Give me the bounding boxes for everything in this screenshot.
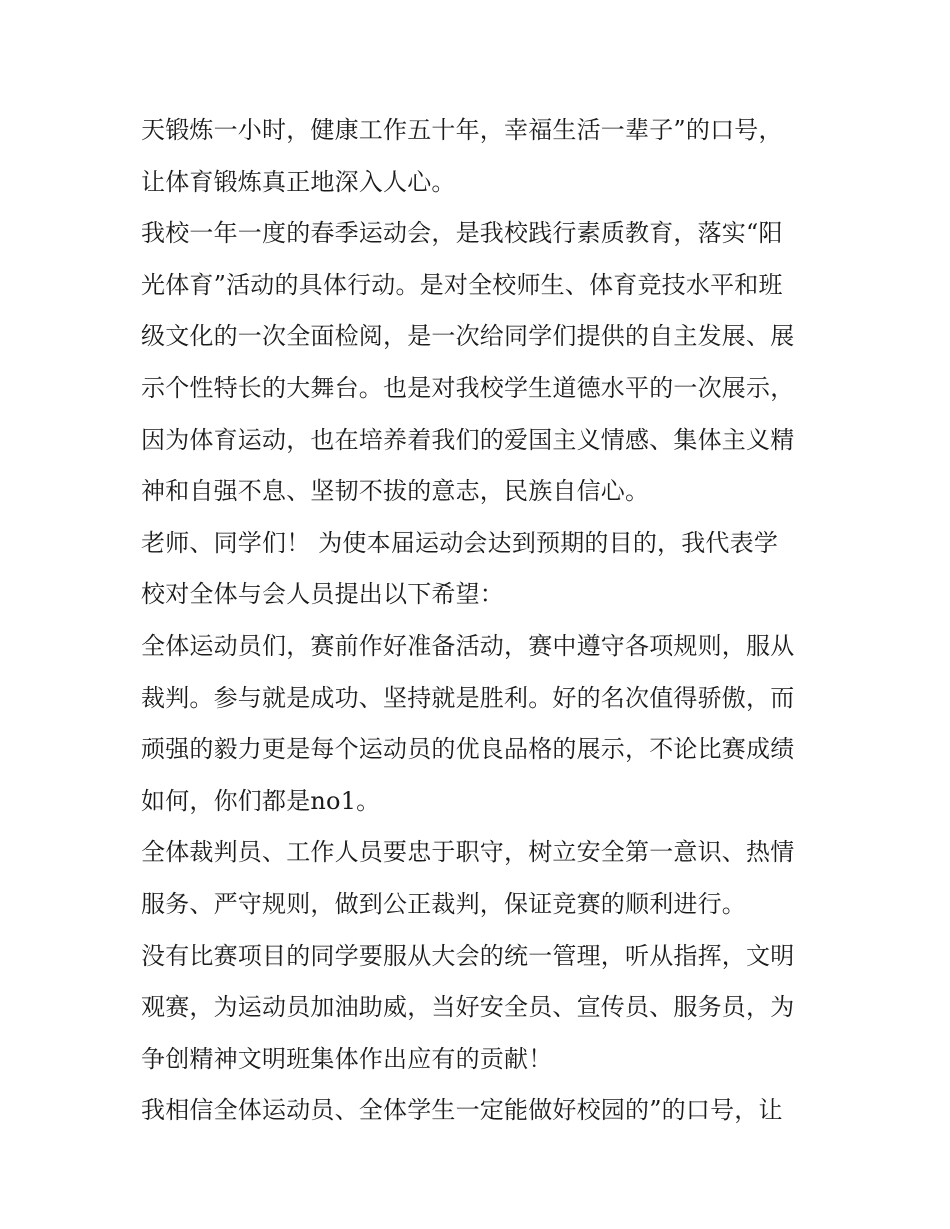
text-line: 我相信全体运动员、全体学生一定能做好校园的”的口号，让 (141, 1096, 783, 1125)
text-line: 校对全体与会人员提出以下希望： (141, 580, 504, 609)
text-line: 全体裁判员、工作人员要忠于职守，树立安全第一意识、热情 (141, 838, 795, 867)
text-line: 神和自强不息、坚韧不拔的意志，民族自信心。 (141, 477, 650, 506)
text-line: 观赛，为运动员加油助威，当好安全员、宣传员、服务员，为 (141, 993, 795, 1022)
text-line: 顽强的毅力更是每个运动员的优良品格的展示，不论比赛成绩 (141, 735, 795, 764)
document-body-text (141, 105, 821, 1137)
text-line: 级文化的一次全面检阅，是一次给同学们提供的自主发展、展 (141, 322, 795, 351)
text-line: 老师、同学们！ 为使本届运动会达到预期的目的，我代表学 (141, 528, 779, 557)
text-line: 天锻炼一小时，健康工作五十年，幸福生活一辈子”的口号， (141, 116, 783, 144)
text-line: 让体育锻炼真正地深入人心。 (141, 167, 456, 196)
text-line: 服务、严守规则，做到公正裁判，保证竞赛的顺利进行。 (141, 889, 746, 918)
text-line: 我校一年一度的春季运动会，是我校践行素质教育，落实“阳 (141, 219, 783, 248)
text-line: 光体育”活动的具体行动。是对全校师生、体育竞技水平和班 (141, 270, 783, 299)
text-line: 因为体育运动，也在培养着我们的爱国主义情感、集体主义精 (141, 425, 795, 454)
text-line: 裁判。参与就是成功、坚持就是胜利。好的名次值得骄傲，而 (141, 683, 795, 712)
text-line: 如何，你们都是no1。 (141, 786, 381, 815)
text-line: 全体运动员们，赛前作好准备活动，赛中遵守各项规则，服从 (141, 631, 795, 660)
text-line: 争创精神文明班集体作出应有的贡献！ (141, 1044, 553, 1073)
text-line: 示个性特长的大舞台。也是对我校学生道德水平的一次展示， (141, 373, 795, 402)
text-line: 没有比赛项目的同学要服从大会的统一管理，听从指挥，文明 (141, 941, 795, 970)
